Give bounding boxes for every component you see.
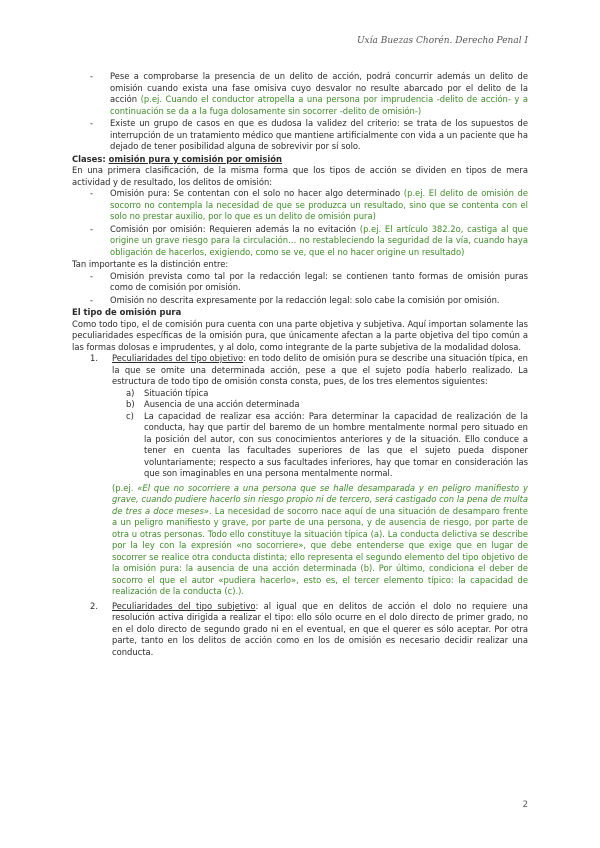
item-number: 2. [90,600,98,611]
paragraph: Tan importante es la distinción entre: [72,259,229,269]
item-letter: c) [126,410,134,421]
bullet-marker: - [90,188,94,198]
page-number: 2 [522,800,528,810]
list-item [112,388,528,400]
bullet-text: Omisión no descrita expresamente por la redacción legal: solo cabe la comisión por omisión. [110,294,500,305]
heading-prefix: Clases: [72,153,109,164]
item-text: : al igual que en delitos de acción el dolo no requiere una resolución activa dirigida a realizar el tipo: ello sólo ocurre en el dolo directo de primer grado, no en el dolo directo de segundo grado ni en el eventual, en que el querer es sólo aceptar. Por otra parte, tanto en los delitos de acción como en los de omisión es necesario decidir realizar una conducta. [112,600,528,657]
intro-bullet-list [72,71,528,153]
clases-list [72,188,528,258]
list-item [72,71,528,117]
example-text: (p.ej. El delito de omisión de socorro no contempla la necesidad de que se produzca un resultado, sino que se contenta con el solo no prestar auxilio, por lo que es un delito de omisión pura) [110,188,528,221]
item-text: Situación típica [144,387,209,398]
bullet-text: Pese a comprobarse la presencia de un delito de acción, podrá concurrir además un delito de omisión cuando exista una fase omisiva cuyo desvalor no resulte abarcado por el delito de la acción [110,71,528,104]
bullet-text: Comisión por omisión: Requieren además la no evitación [110,223,360,234]
list-item [112,399,528,411]
running-header: Uxía Buezas Chorén. Derecho Penal I [356,36,528,46]
item-title: Peculiaridades del tipo subjetivo [112,600,256,611]
item-title: Peculiaridades del tipo objetivo [112,353,244,363]
bullet-marker: - [90,71,94,81]
distinction-list [72,271,528,307]
item-number: 1. [90,353,98,363]
paragraph: Como todo tipo, el de comisión pura cuenta con una parte objetiva y subjetiva. Aquí importan solamente las peculiaridades específicas de la omisión pura, que únicamente afectan a la parte objetiva del tipo común a las formas dolosas e imprudentes, y al dolo, como integrante de la parte subjetiva de la modalidad dolosa. [72,318,528,352]
numbered-item [72,601,528,659]
list-item [112,411,528,480]
section-heading-clases [72,154,528,166]
list-item [72,271,528,294]
example-text: (p.ej. Cuando el conductor atropella a una persona por imprudencia -delito de acción- y a continuación se da a la fuga dolosamente sin socorrer -delito de omisión-) [110,94,528,116]
bullet-marker: - [90,223,94,234]
numbered-item [72,353,528,598]
example-prefix: (p.ej. [112,482,138,493]
example-paragraph [112,483,528,598]
bullet-text: Existe un grupo de casos en que es dudosa la validez del criterio: se trata de los supuestos de interrupción de un tratamiento médico que mantiene artificialmente con vida a un paciente que ha dejado de tener posibilidad alguna de sobrevivir por sí solo. [110,118,528,151]
list-item [72,295,528,307]
bullet-text: Omisión prevista como tal por la redacción legal: se contienen tanto formas de omisión puras como de comisión por omisión. [110,270,528,292]
list-item [72,224,528,259]
item-letter: b) [126,399,135,409]
item-text: : en todo delito de omisión pura se describe una situación típica, en la que se omite una determinada acción, pese a que el sujeto podía haberlo realizado. La estructura de todo tipo de omisión consta consta, pues, de los tres elementos siguientes: [112,353,528,386]
item-letter: a) [126,387,135,398]
page-content [72,71,528,658]
lettered-list [112,388,528,480]
heading-underlined: omisión pura y comisión por omisión [108,153,282,164]
example-rest: . La necesidad de socorro nace aquí de una situación de desamparo frente a un peligro manifiesto y grave, por parte de una persona, y de ausencia de riesgo, por parte de otra u otras personas. Todo ello constituye la situación típica (a). La conducta delictiva se describe por la ley con la expresión «no socorriere», que debe entenderse que exige que en lugar de socorrer se realice otra conducta distinta; ello representa el segundo elemento del tipo objetivo de la omisión pura: la ausencia de una acción determinada (b). Por último, condiciona el deber de socorro el que el autor «pudiera hacerlo», esto es, el tercer elemento típico: la capacidad de realización de la conducta (c).). [112,505,528,596]
bullet-marker: - [90,294,94,305]
item-text: La capacidad de realizar esa acción: Para determinar la capacidad de realización de la conducta, hay que partir del baremo de un hombre mentalmente normal pero situado en la posición del autor, con sus conocimientos anteriores y de la situación. Ello conduce a tener en cuenta las facultades superiores de las que el sujeto pueda disponer voluntariamente; respecto a sus facultades inferiores, hay que tomar en consideración las que son imaginables en una persona mentalmente normal. [144,410,528,478]
list-item [72,118,528,153]
example-quote: «El que no socorriere a una persona que se halle desamparada y en peligro manifiesto y grave, cuando pudiere hacerlo sin riesgo propio ni de tercero, será castigado con la pena de multa de tres a doce meses» [112,482,528,516]
section-heading-tipo: El tipo de omisión pura [72,307,182,317]
list-item [72,188,528,223]
bullet-marker: - [90,118,94,128]
paragraph: En una primera clasificación, de la misma forma que los tipos de acción se dividen en tipos de mera actividad y de resultado, los delitos de omisión: [72,165,528,187]
bullet-marker: - [90,270,94,281]
example-text: (p.ej. El artículo 382.2o, castiga al que origine un grave riesgo para la circulación… no restableciendo la seguridad de la vía, cuando haya obligación de hacerlos, exigiendo, como se ve, que el no hacer origine un resultado) [110,223,529,257]
item-text: Ausencia de una acción determinada [144,399,300,409]
bullet-text: Omisión pura: Se contentan con el solo no hacer algo determinado [110,188,404,198]
